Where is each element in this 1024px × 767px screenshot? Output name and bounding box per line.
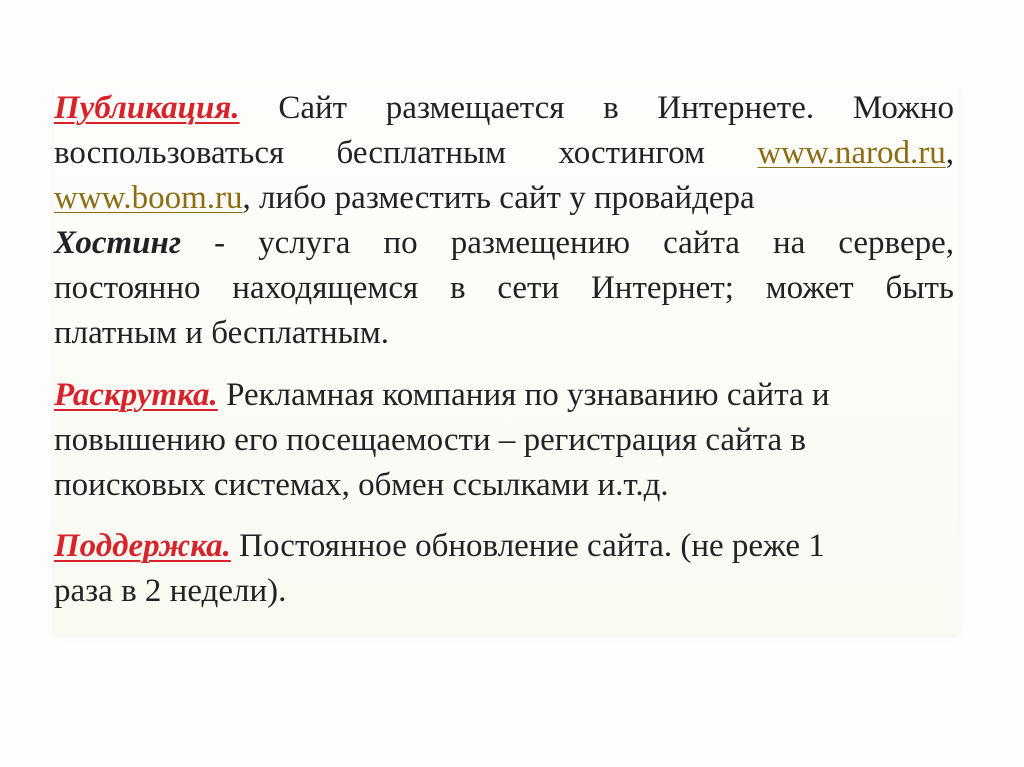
promotion-line-3-text: поисковых системах, обмен ссылками и.т.д.	[54, 467, 669, 503]
hosting-term: Хостинг	[54, 225, 182, 261]
support-paragraph	[54, 524, 954, 614]
publication-line-2-text: воспользоваться бесплатным хостингом	[54, 135, 758, 171]
support-line-2	[54, 569, 954, 614]
support-line-2-text: раза в 2 недели).	[54, 573, 287, 609]
support-line-1-text: Постоянное обновление сайта. (не реже 1	[230, 528, 825, 564]
publication-line-3-text: , либо разместить сайт у провайдера	[242, 180, 755, 216]
publication-term: Публикация.	[54, 90, 240, 126]
publication-link1-comma: ,	[945, 135, 954, 171]
publication-paragraph	[54, 86, 954, 356]
publication-line-2	[54, 131, 954, 176]
promotion-line-1	[54, 373, 954, 418]
publication-line-4	[54, 221, 954, 266]
publication-line-4-text: - услуга по размещению сайта на сервере,	[181, 225, 954, 261]
promotion-paragraph	[54, 373, 954, 508]
promotion-line-1-text: Рекламная компания по узнаванию сайта и	[217, 377, 830, 413]
promotion-line-3	[54, 463, 954, 508]
support-term: Поддержка.	[54, 528, 231, 564]
publication-line-1-text: Сайт размещается в Интернете. Можно	[239, 90, 954, 126]
publication-line-1	[54, 86, 954, 131]
publication-line-6	[54, 311, 954, 356]
publication-line-6-text: платным и бесплатным.	[54, 315, 389, 351]
support-line-1	[54, 524, 954, 569]
promotion-line-2	[54, 418, 954, 463]
promotion-line-2-text: повышению его посещаемости – регистрация сайта в	[54, 422, 806, 458]
publication-line-5-text: постоянно находящемся в сети Интернет; может быть	[54, 270, 954, 306]
boom-link[interactable]: www.boom.ru	[54, 180, 243, 216]
publication-line-3	[54, 176, 954, 221]
narod-link[interactable]: www.narod.ru	[757, 135, 946, 171]
publication-line-5	[54, 266, 954, 311]
promotion-term: Раскрутка.	[54, 377, 218, 413]
slide-content	[54, 86, 959, 634]
